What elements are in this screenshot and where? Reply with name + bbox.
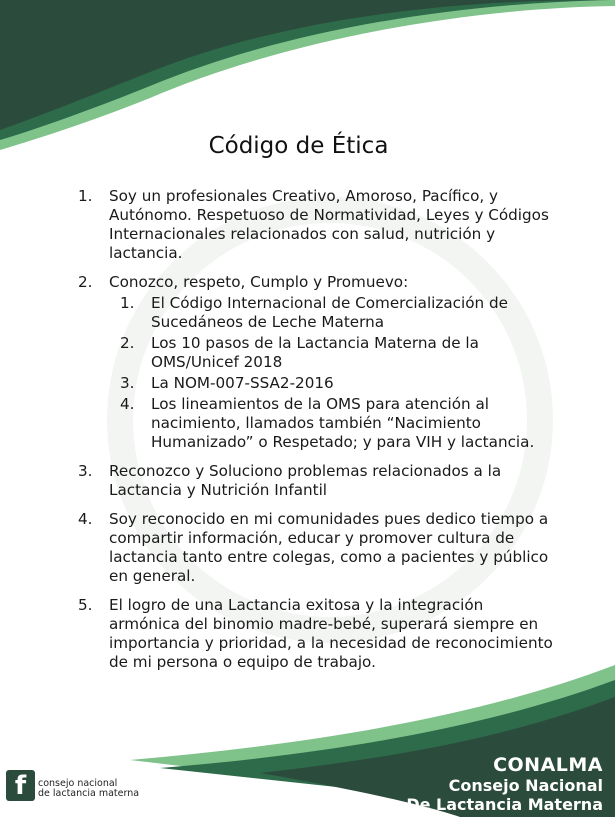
item-number: 1.	[78, 187, 93, 205]
facebook-page-label[interactable]	[38, 779, 139, 799]
brand-line-2: De Lactancia Materna	[406, 795, 603, 814]
item-text: Reconozco y Soluciono problemas relacionados a la Lactancia y Nutrición Infantil	[109, 462, 502, 499]
sub-list-item	[109, 294, 558, 332]
list-item	[78, 273, 558, 452]
brand-logo	[406, 754, 603, 814]
item-number: 4.	[78, 510, 93, 528]
item-text: Soy reconocido en mi comunidades pues dedico tiempo a compartir información, educar y promover cultura de lactancia tanto entre colegas, como a pacientes y público en general.	[109, 510, 549, 585]
sub-item-text: Los lineamientos de la OMS para atención al nacimiento, llamados también “Nacimiento Humanizado” o Respetado; y para VIH y lactancia.	[151, 395, 535, 451]
sub-list-item	[109, 334, 558, 372]
list-item	[78, 510, 558, 586]
list-item	[78, 596, 558, 672]
item-number: 3.	[78, 462, 93, 480]
sub-item-text: Los 10 pasos de la Lactancia Materna de la OMS/Unicef 2018	[151, 334, 479, 371]
sub-item-text: La NOM-007-SSA2-2016	[151, 374, 334, 392]
brand-line-1: Consejo Nacional	[448, 776, 603, 795]
facebook-icon[interactable]: f	[6, 770, 35, 801]
item-text: Conozco, respeto, Cumplo y Promuevo:	[109, 273, 409, 291]
sub-item-number: 4.	[120, 395, 135, 413]
facebook-label-line-2: de lactancia materna	[38, 788, 140, 799]
item-number: 5.	[78, 596, 93, 614]
brand-name: CONALMA	[493, 754, 603, 776]
list-item	[78, 462, 558, 500]
sub-item-text: El Código Internacional de Comercialización de Sucedáneos de Leche Materna	[151, 294, 508, 331]
sub-item-number: 2.	[120, 334, 135, 352]
facebook-label-line-1: consejo nacional	[38, 778, 118, 789]
code-of-ethics-list	[78, 187, 558, 682]
item-text: El logro de una Lactancia exitosa y la integración armónica del binomio madre-bebé, superará siempre en importancia y prioridad, a la necesidad de reconocimiento de mi persona o equipo de trabajo.	[109, 596, 553, 671]
item-number: 2.	[78, 273, 93, 291]
list-item	[78, 187, 558, 263]
sub-item-number: 3.	[120, 374, 135, 392]
sub-list-item	[109, 374, 558, 393]
page-title: Código de Ética	[208, 133, 389, 159]
sub-list-item	[109, 395, 558, 452]
sub-list	[109, 294, 558, 452]
item-text: Soy un profesionales Creativo, Amoroso, Pacífico, y Autónomo. Respetuoso de Normatividad, Leyes y Códigos Internacionales relacionados con salud, nutrición y lactancia.	[109, 187, 549, 262]
sub-item-number: 1.	[120, 294, 135, 312]
